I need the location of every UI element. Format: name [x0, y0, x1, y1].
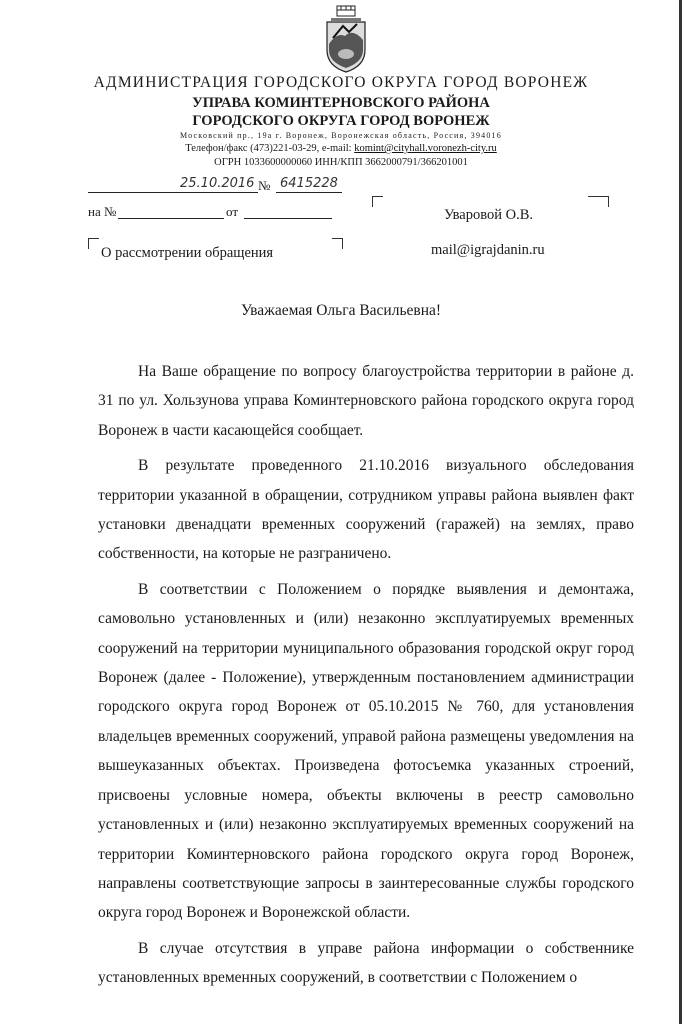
department-title-line2: ГОРОДСКОГО ОКРУГА ГОРОД ВОРОНЕЖ [192, 113, 490, 129]
reply-to-label: на № [88, 204, 117, 219]
letter-subject: О рассмотрении обращения [101, 245, 274, 261]
ogrn-inn-kpp: ОГРН 1033600000060 ИНН/КПП 3662000791/366201001 [214, 157, 468, 168]
number-sign: № [258, 178, 271, 193]
phone-fax: Телефон/факс (473)221-03-29, e-mail: [185, 143, 355, 154]
department-title-line1: УПРАВА КОМИНТЕРНОВСКОГО РАЙОНА [192, 95, 490, 111]
from-label: от [226, 204, 239, 219]
paragraph-4: В случае отсутствия в управе района информации о собственнике установленных временных сооружений, в соответствии с Положением о [98, 939, 634, 987]
reply-number-line [118, 218, 224, 219]
recipient-email: mail@igrajdanin.ru [431, 242, 545, 258]
administration-title: АДМИНИСТРАЦИЯ ГОРОДСКОГО ОКРУГА ГОРОД ВОРОНЕЖ [93, 74, 589, 91]
coat-of-arms-emblem [323, 4, 369, 74]
postal-address: Московский пр., 19а г. Воронеж, Воронежская область, Россия, 394016 [180, 131, 502, 140]
address-corner-right [588, 196, 609, 207]
date-underline [88, 192, 258, 193]
recipient-name: Уваровой О.В. [444, 207, 533, 223]
handwritten-date: 25.10.2016 [180, 176, 255, 191]
reply-date-line [244, 218, 332, 219]
paragraph-1: На Ваше обращение по вопросу благоустройства территории в районе д. 31 по ул. Хользунова управа Коминтерновского района городского округа город Воронеж в части касающейся сообщает. [98, 363, 634, 439]
address-corner-left [372, 196, 383, 207]
paragraph-3: В соответствии с Положением о порядке выявления и демонтажа, самовольно установленных и (или) незаконно эксплуатируемых временных сооружений на территории муниципального образования городской округ город Воронеж (далее - Положение), утвержденным постановлением администрации городского округа город Воронеж от 05.10.2015 № 760, для установления владельцев временных сооружений, управой района размещены уведомления на вышеуказанных объектах. Произведена фотосъемка указанных строений, присвоены условные номера, объекты включены в реестр самовольно установленных и (или) незаконно эксплуатируемых временных сооружений на территории Коминтерновского района городского округа город Воронеж, направлены соответствующие запросы в заинтересованные службы городского округа город Воронеж и Воронежской области. [98, 580, 634, 922]
number-underline [276, 192, 342, 193]
handwritten-number: 6415228 [280, 176, 338, 191]
letter-body [98, 357, 634, 999]
salutation: Уважаемая Ольга Васильевна! [240, 302, 442, 319]
subject-corner-left [88, 238, 99, 249]
subject-corner-right [332, 238, 343, 249]
email-link[interactable]: komint@cityhall.voronezh-city.ru [354, 143, 497, 154]
paragraph-2: В результате проведенного 21.10.2016 визуального обследования территории указанной в обращении, сотрудником управы района выявлен факт установки двенадцати временных сооружений (гаражей) на землях, право собственности, на которые не разграничено. [98, 457, 634, 563]
contact-line [0, 143, 682, 154]
